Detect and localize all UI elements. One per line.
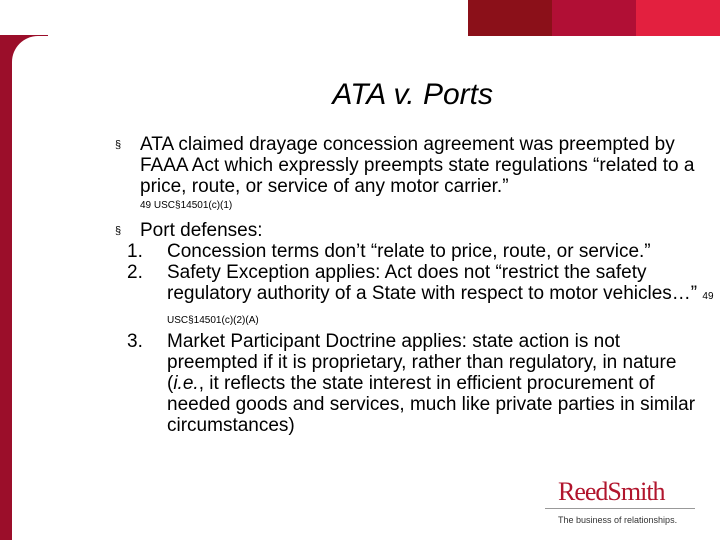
list-item-text: Safety Exception applies: Act does not “restrict the safety regulatory authority of a State with respect to motor vehicles…” — [167, 262, 698, 304]
bullet-2 — [115, 220, 715, 241]
top-block-2 — [552, 0, 636, 36]
logo-wordmark: ReedSmith — [558, 477, 665, 506]
list-item-text: Market Participant Doctrine applies: state action is not preempted if it is proprietary, rather than regulatory, in nature ( — [167, 331, 677, 394]
list-number: 3. — [127, 331, 143, 352]
bullet-marker: § — [115, 139, 122, 151]
list-item-text: Concession terms don’t “relate to price, route, or service.” — [167, 241, 651, 262]
top-block-1 — [468, 0, 552, 36]
list-number: 2. — [127, 262, 143, 283]
slide-content — [115, 134, 715, 436]
numbered-list — [115, 241, 715, 436]
top-color-blocks — [468, 0, 720, 36]
list-item-text-end: , it reflects the state interest in efficient procurement of needed goods and services, much like private parties in similar circumstances) — [167, 373, 696, 436]
bullet-marker: § — [115, 225, 122, 237]
bullet-2-text: Port defenses: — [140, 220, 263, 241]
logo-divider — [545, 508, 695, 509]
list-item-2 — [115, 262, 715, 331]
list-item-citation: 49 USC§14501(c)(2)(A) — [167, 291, 714, 326]
list-number: 1. — [127, 241, 143, 262]
list-item-italic: i.e. — [173, 373, 199, 394]
bullet-1-citation: 49 USC§14501(c)(1) — [140, 200, 233, 211]
list-item-3 — [115, 331, 715, 436]
slide-title: ATA v. Ports — [332, 78, 493, 111]
top-block-3 — [636, 0, 720, 36]
list-item-1 — [115, 241, 715, 262]
bullet-1-text: ATA claimed drayage concession agreement was preempted by FAAA Act which expressly preempts state regulations “related to a price, route, or service of any motor carrier.” — [140, 134, 695, 197]
reedsmith-logo — [545, 477, 715, 532]
logo-tagline: The business of relationships. — [558, 515, 678, 525]
bullet-1 — [115, 134, 715, 212]
